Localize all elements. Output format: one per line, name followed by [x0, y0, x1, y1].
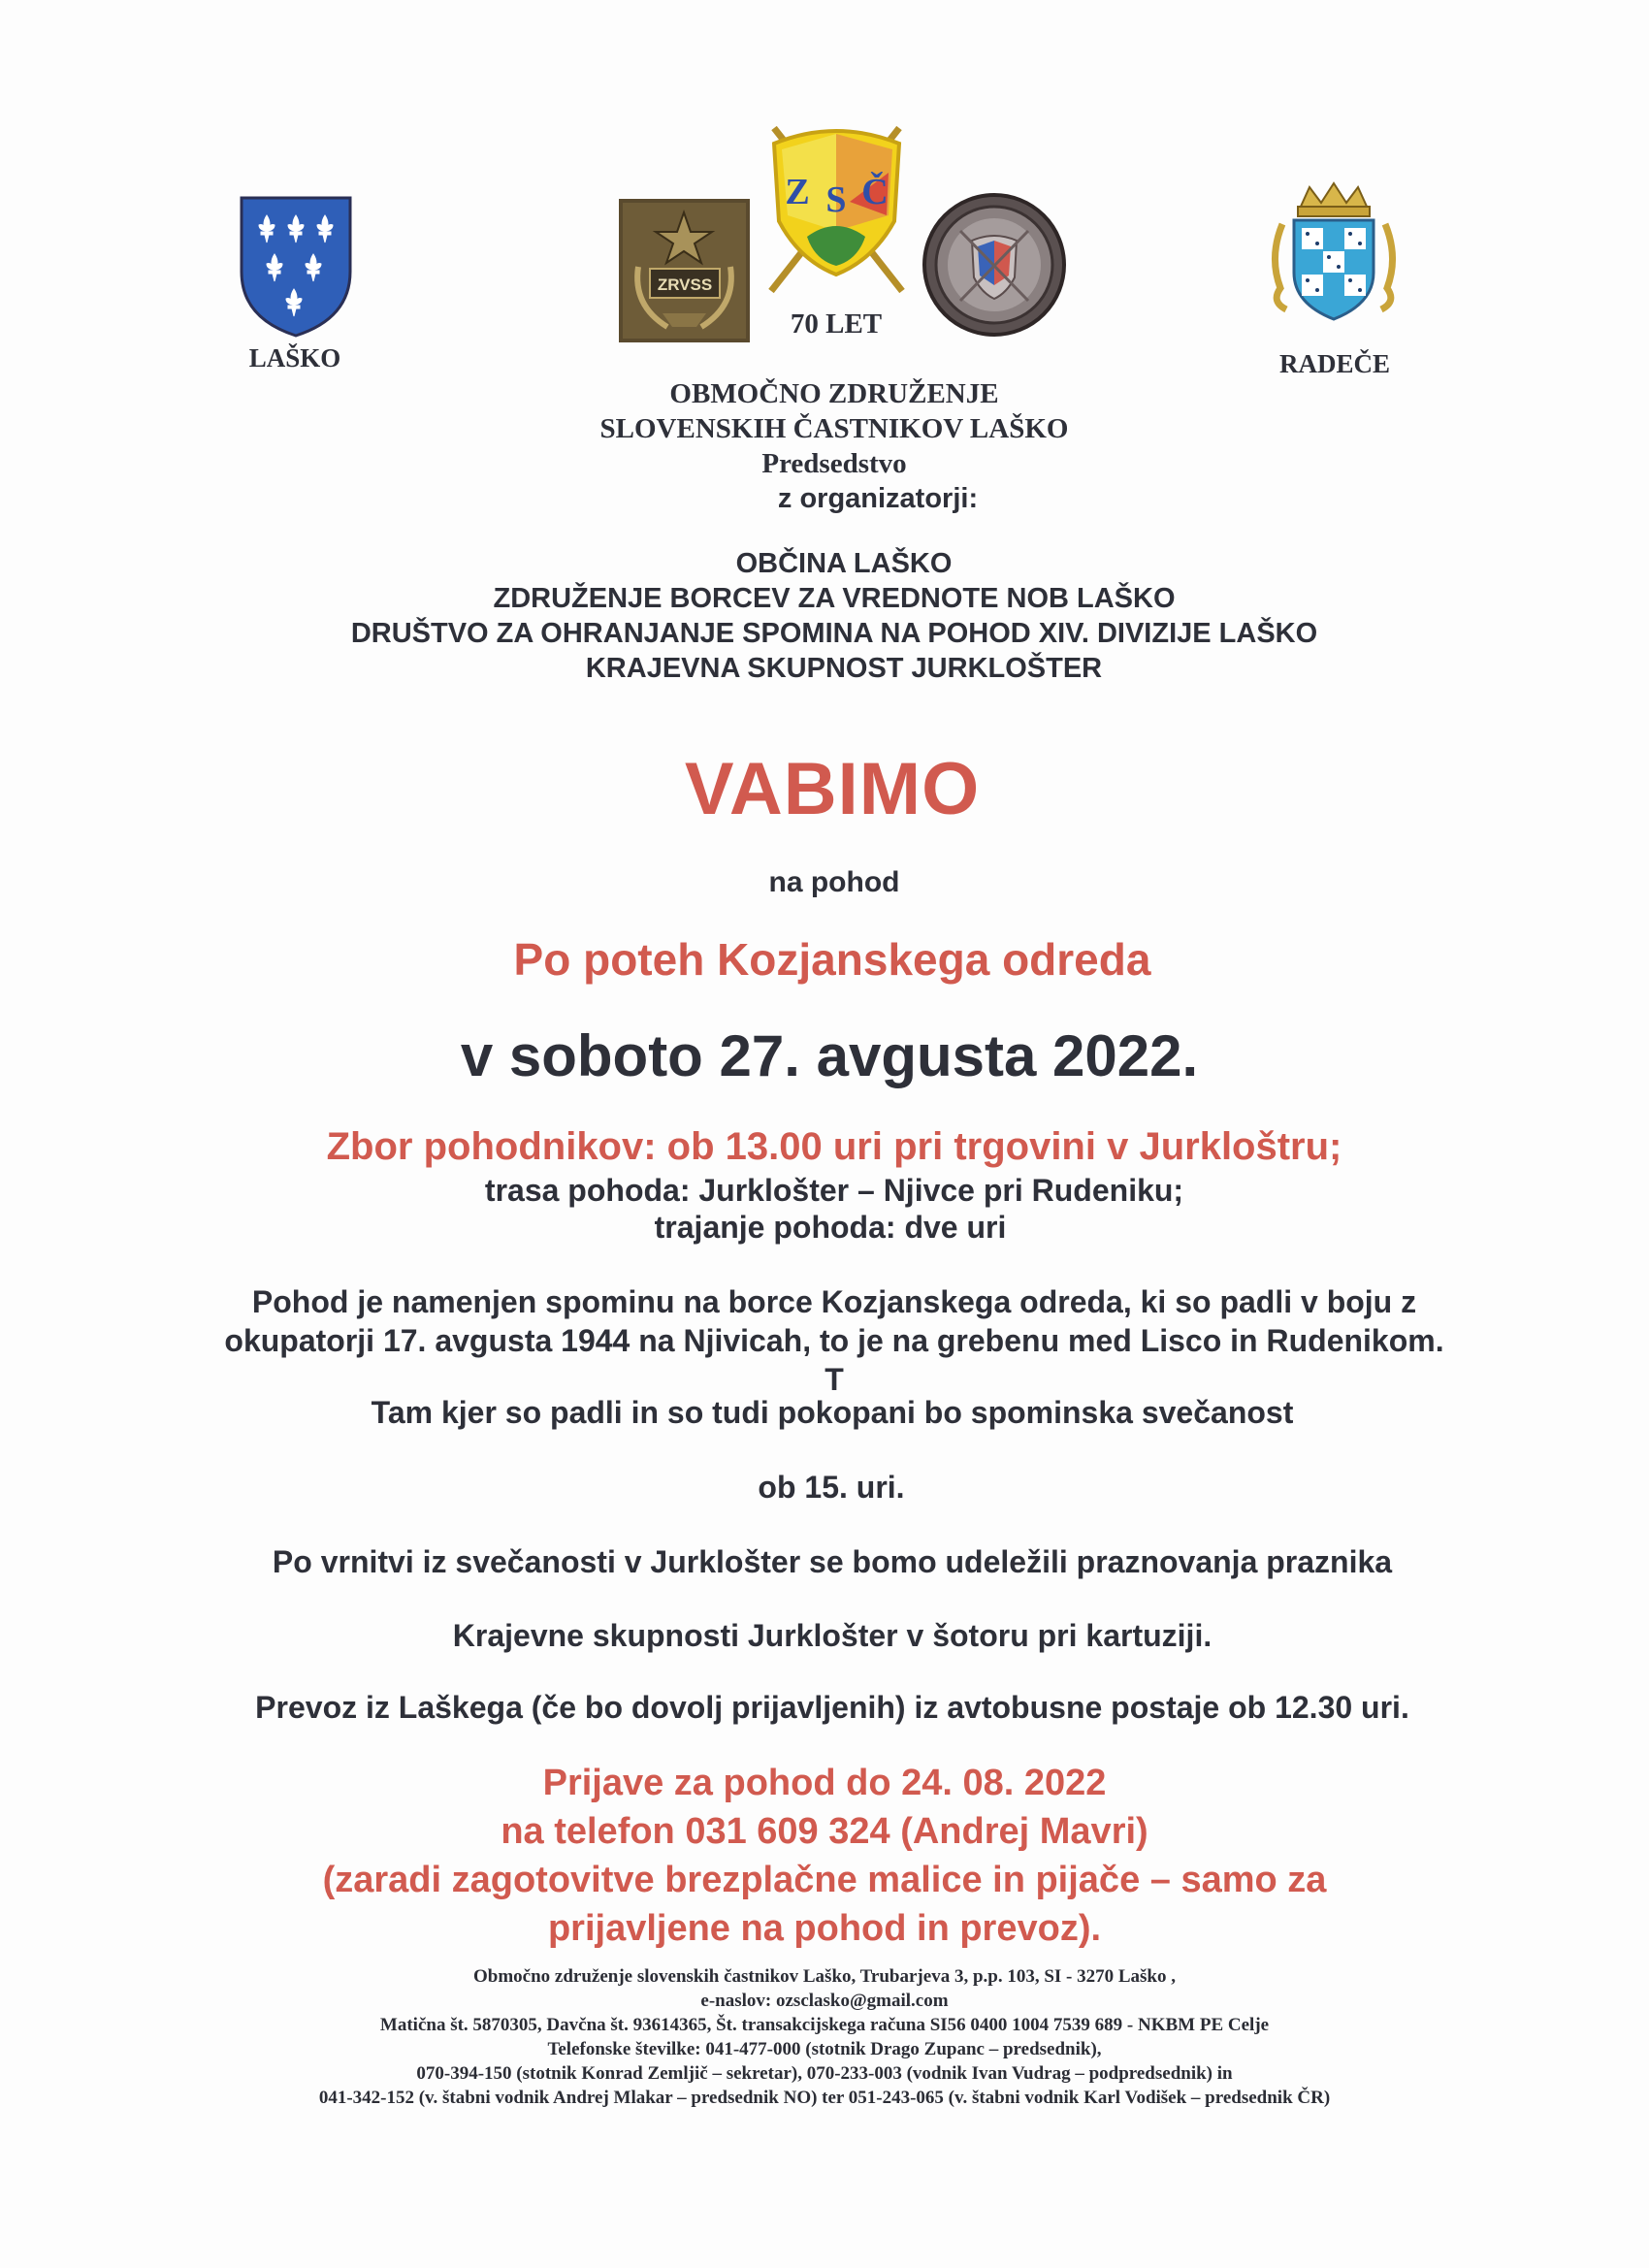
zsc-letter-z: Z: [785, 172, 810, 212]
footer-line-5: 070-394-150 (stotnik Konrad Zemljič – sekretar), 070-233-003 (vodnik Ivan Vudrag – podpredsednik) in: [416, 2063, 1233, 2084]
ceremony-line: Tam kjer so padli in so tudi pokopani bo spominska svečanost: [371, 1395, 1294, 1430]
footer-line-1: Območno združenje slovenskih častnikov Laško, Trubarjeva 3, p.p. 103, SI - 3270 Laško ,: [472, 1966, 1177, 1987]
after-line-1: Po vrnitvi iz svečanosti v Jurklošter se bomo udeležili praznovanja praznika: [272, 1544, 1393, 1579]
zrvss-badge-text: ZRVSS: [657, 275, 713, 294]
zrvss-badge-icon: [619, 199, 750, 342]
lasko-label: LAŠKO: [248, 343, 341, 373]
footer-line-2: e-naslov: ozsclasko@gmail.com: [700, 1991, 949, 2011]
lasko-coat-of-arms-icon: [238, 194, 354, 340]
gathering-info: Zbor pohodnikov: ob 13.00 uri pri trgovini v Jurkloštru;: [326, 1125, 1342, 1168]
co-organizer-2: ZDRUŽENJE BORCEV ZA VREDNOTE NOB LAŠKO: [493, 583, 1176, 614]
registration-line-3: (zaradi zagotovitve brezplačne malice in pijače – samo za: [322, 1860, 1327, 1900]
registration-block: [242, 1759, 1406, 1953]
transport-info: Prevoz iz Laškega (če bo dovolj prijavljenih) iz avtobusne postaje ob 12.30 uri.: [255, 1690, 1409, 1725]
organizer-line-3: Predsedstvo: [761, 448, 907, 479]
zsc-letter-c: Č: [861, 172, 889, 212]
footer-line-6: 041-342-152 (v. štabni vodnik Andrej Mlakar – predsednik NO) ter 051-243-065 (v. štabni vodnik Karl Vodišek – predsednik ČR): [318, 2088, 1331, 2108]
zsc-shield-icon: [757, 114, 917, 299]
organizer-line-2: SLOVENSKIH ČASTNIKOV LAŠKO: [599, 413, 1069, 444]
footer-line-3: Matična št. 5870305, Davčna št. 93614365, Št. transakcijskega računa SI56 0400 1004 7539 689 - NKBM PE Celje: [379, 2015, 1270, 2035]
registration-line-4: prijavljene na pohod in prevoz).: [547, 1908, 1102, 1949]
radece-label: RADEČE: [1278, 349, 1391, 378]
registration-line-1: Prijave za pohod do 24. 08. 2022: [542, 1763, 1107, 1803]
footer-line-4: Telefonske številke: 041-477-000 (stotnik Drago Zupanc – predsednik),: [547, 2039, 1102, 2059]
co-organizer-3: DRUŠTVO ZA OHRANJANJE SPOMINA NA POHOD XIV. DIVIZIJE LAŠKO: [350, 618, 1318, 649]
description-paragraph: Pohod je namenjen spominu na borce Kozjanskega odreda, ki so padli v boju z okupatorji 17. avgusta 1944 na Njivicah, to je na grebenu med Lisco in Rudenikom. T: [224, 1284, 1444, 1397]
organizer-line-4: z organizatorji:: [777, 483, 979, 514]
route-info: trasa pohoda: Jurklošter – Njivce pri Rudeniku;: [484, 1173, 1184, 1208]
event-date: v soboto 27. avgusta 2022.: [460, 1023, 1199, 1088]
duration-info: trajanje pohoda: dve uri: [654, 1210, 1007, 1245]
co-organizer-1: OBČINA LAŠKO: [735, 548, 953, 579]
radece-coat-of-arms-icon: [1261, 179, 1406, 325]
subheadline: na pohod: [768, 866, 900, 898]
registration-line-2: na telefon 031 609 324 (Andrej Mavri): [501, 1811, 1148, 1852]
event-title: Po poteh Kozjanskega odreda: [513, 934, 1151, 985]
co-organizer-4: KRAJEVNA SKUPNOST JURKLOŠTER: [585, 653, 1103, 684]
organizer-line-1: OBMOČNO ZDRUŽENJE: [669, 378, 999, 409]
headline-vabimo: VABIMO: [684, 748, 981, 830]
ceremony-time: ob 15. uri.: [758, 1470, 905, 1505]
round-medal-icon: [922, 192, 1067, 338]
after-line-2: Krajevne skupnosti Jurklošter v šotoru pri kartuziji.: [452, 1618, 1212, 1653]
footer-contact: [175, 1964, 1474, 2110]
zsc-letter-s: S: [825, 179, 847, 220]
anniversary-label: 70 LET: [790, 308, 883, 340]
